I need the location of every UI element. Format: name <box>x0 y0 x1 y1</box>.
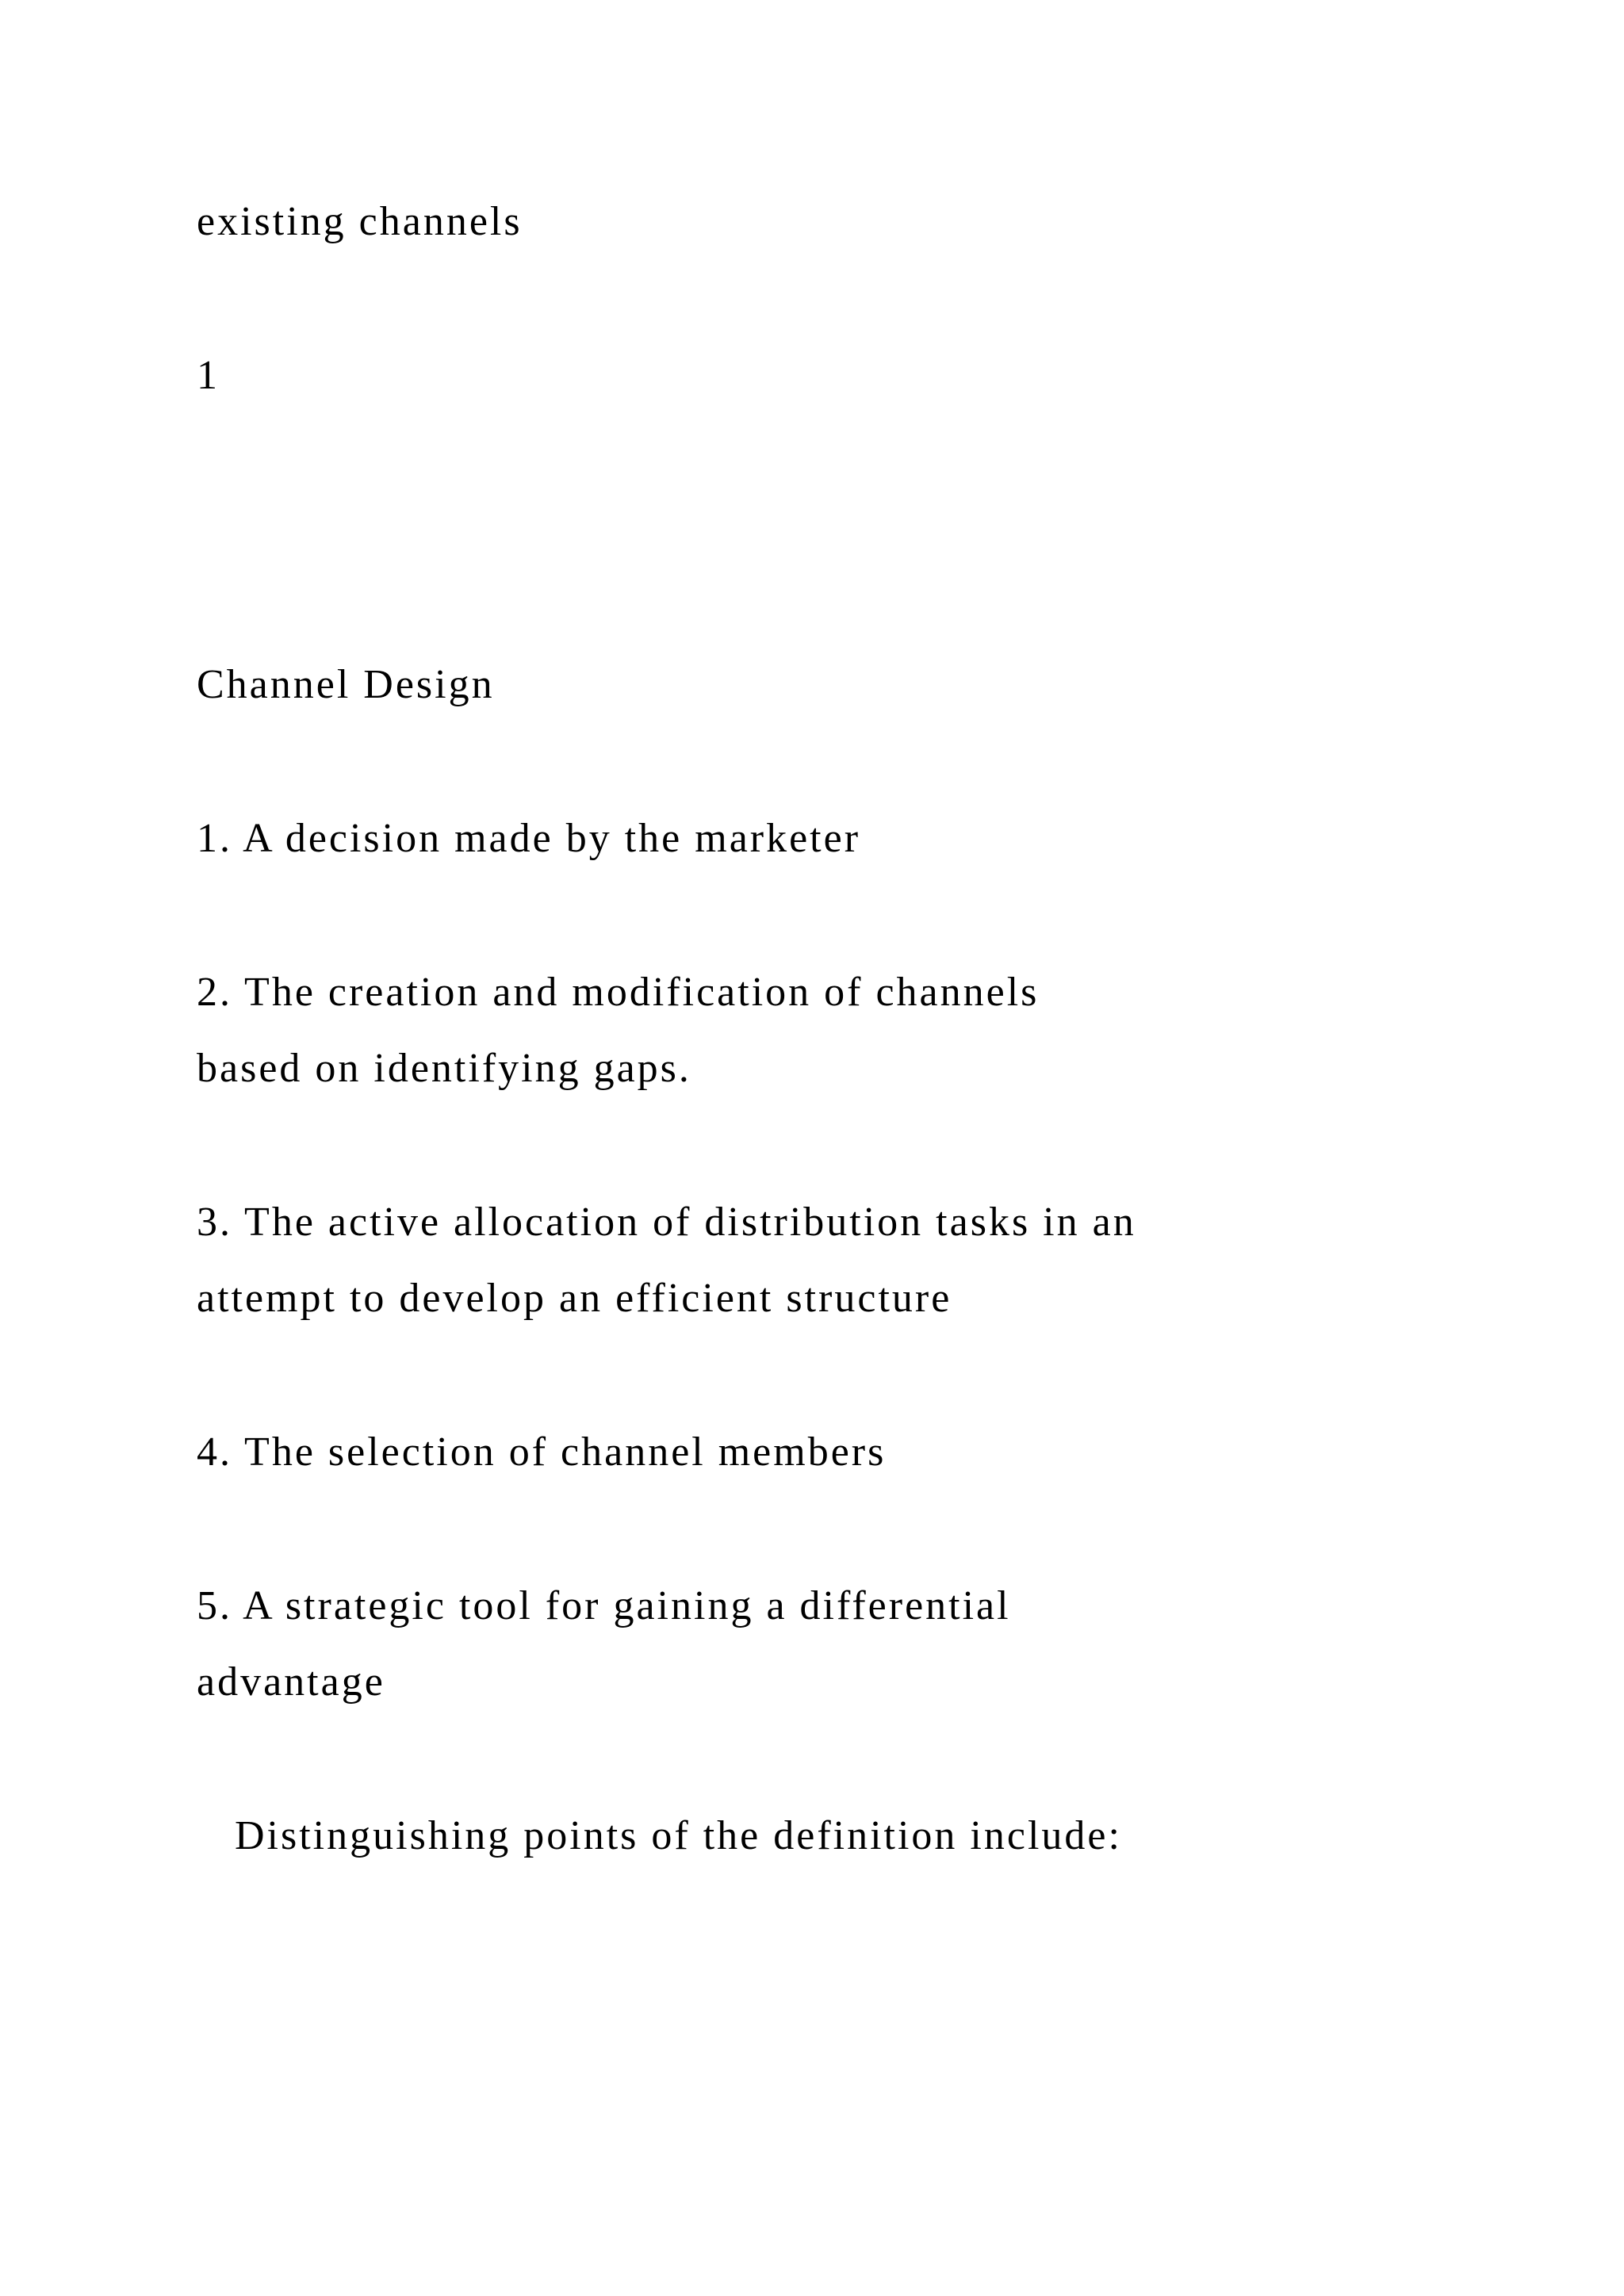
list-item-3-line-2: attempt to develop an efficient structure <box>197 1276 952 1321</box>
list-item-3-line-1: 3. The active allocation of distribution tasks in an <box>197 1200 1136 1245</box>
list-item-1: 1. A decision made by the marketer <box>197 816 861 861</box>
list-item-5-line-1: 5. A strategic tool for gaining a differential <box>197 1583 1011 1628</box>
list-item-2-line-1: 2. The creation and modification of channels <box>197 970 1040 1015</box>
list-item-4: 4. The selection of channel members <box>197 1429 887 1475</box>
closing-text: Distinguishing points of the definition include: <box>235 1813 1122 1858</box>
list-item-2-line-2: based on identifying gaps. <box>197 1046 691 1091</box>
top-fragment-text: existing channels <box>197 199 523 244</box>
list-item-5-line-2: advantage <box>197 1659 385 1705</box>
section-heading: Channel Design <box>197 662 495 707</box>
page-number: 1 <box>197 353 220 398</box>
